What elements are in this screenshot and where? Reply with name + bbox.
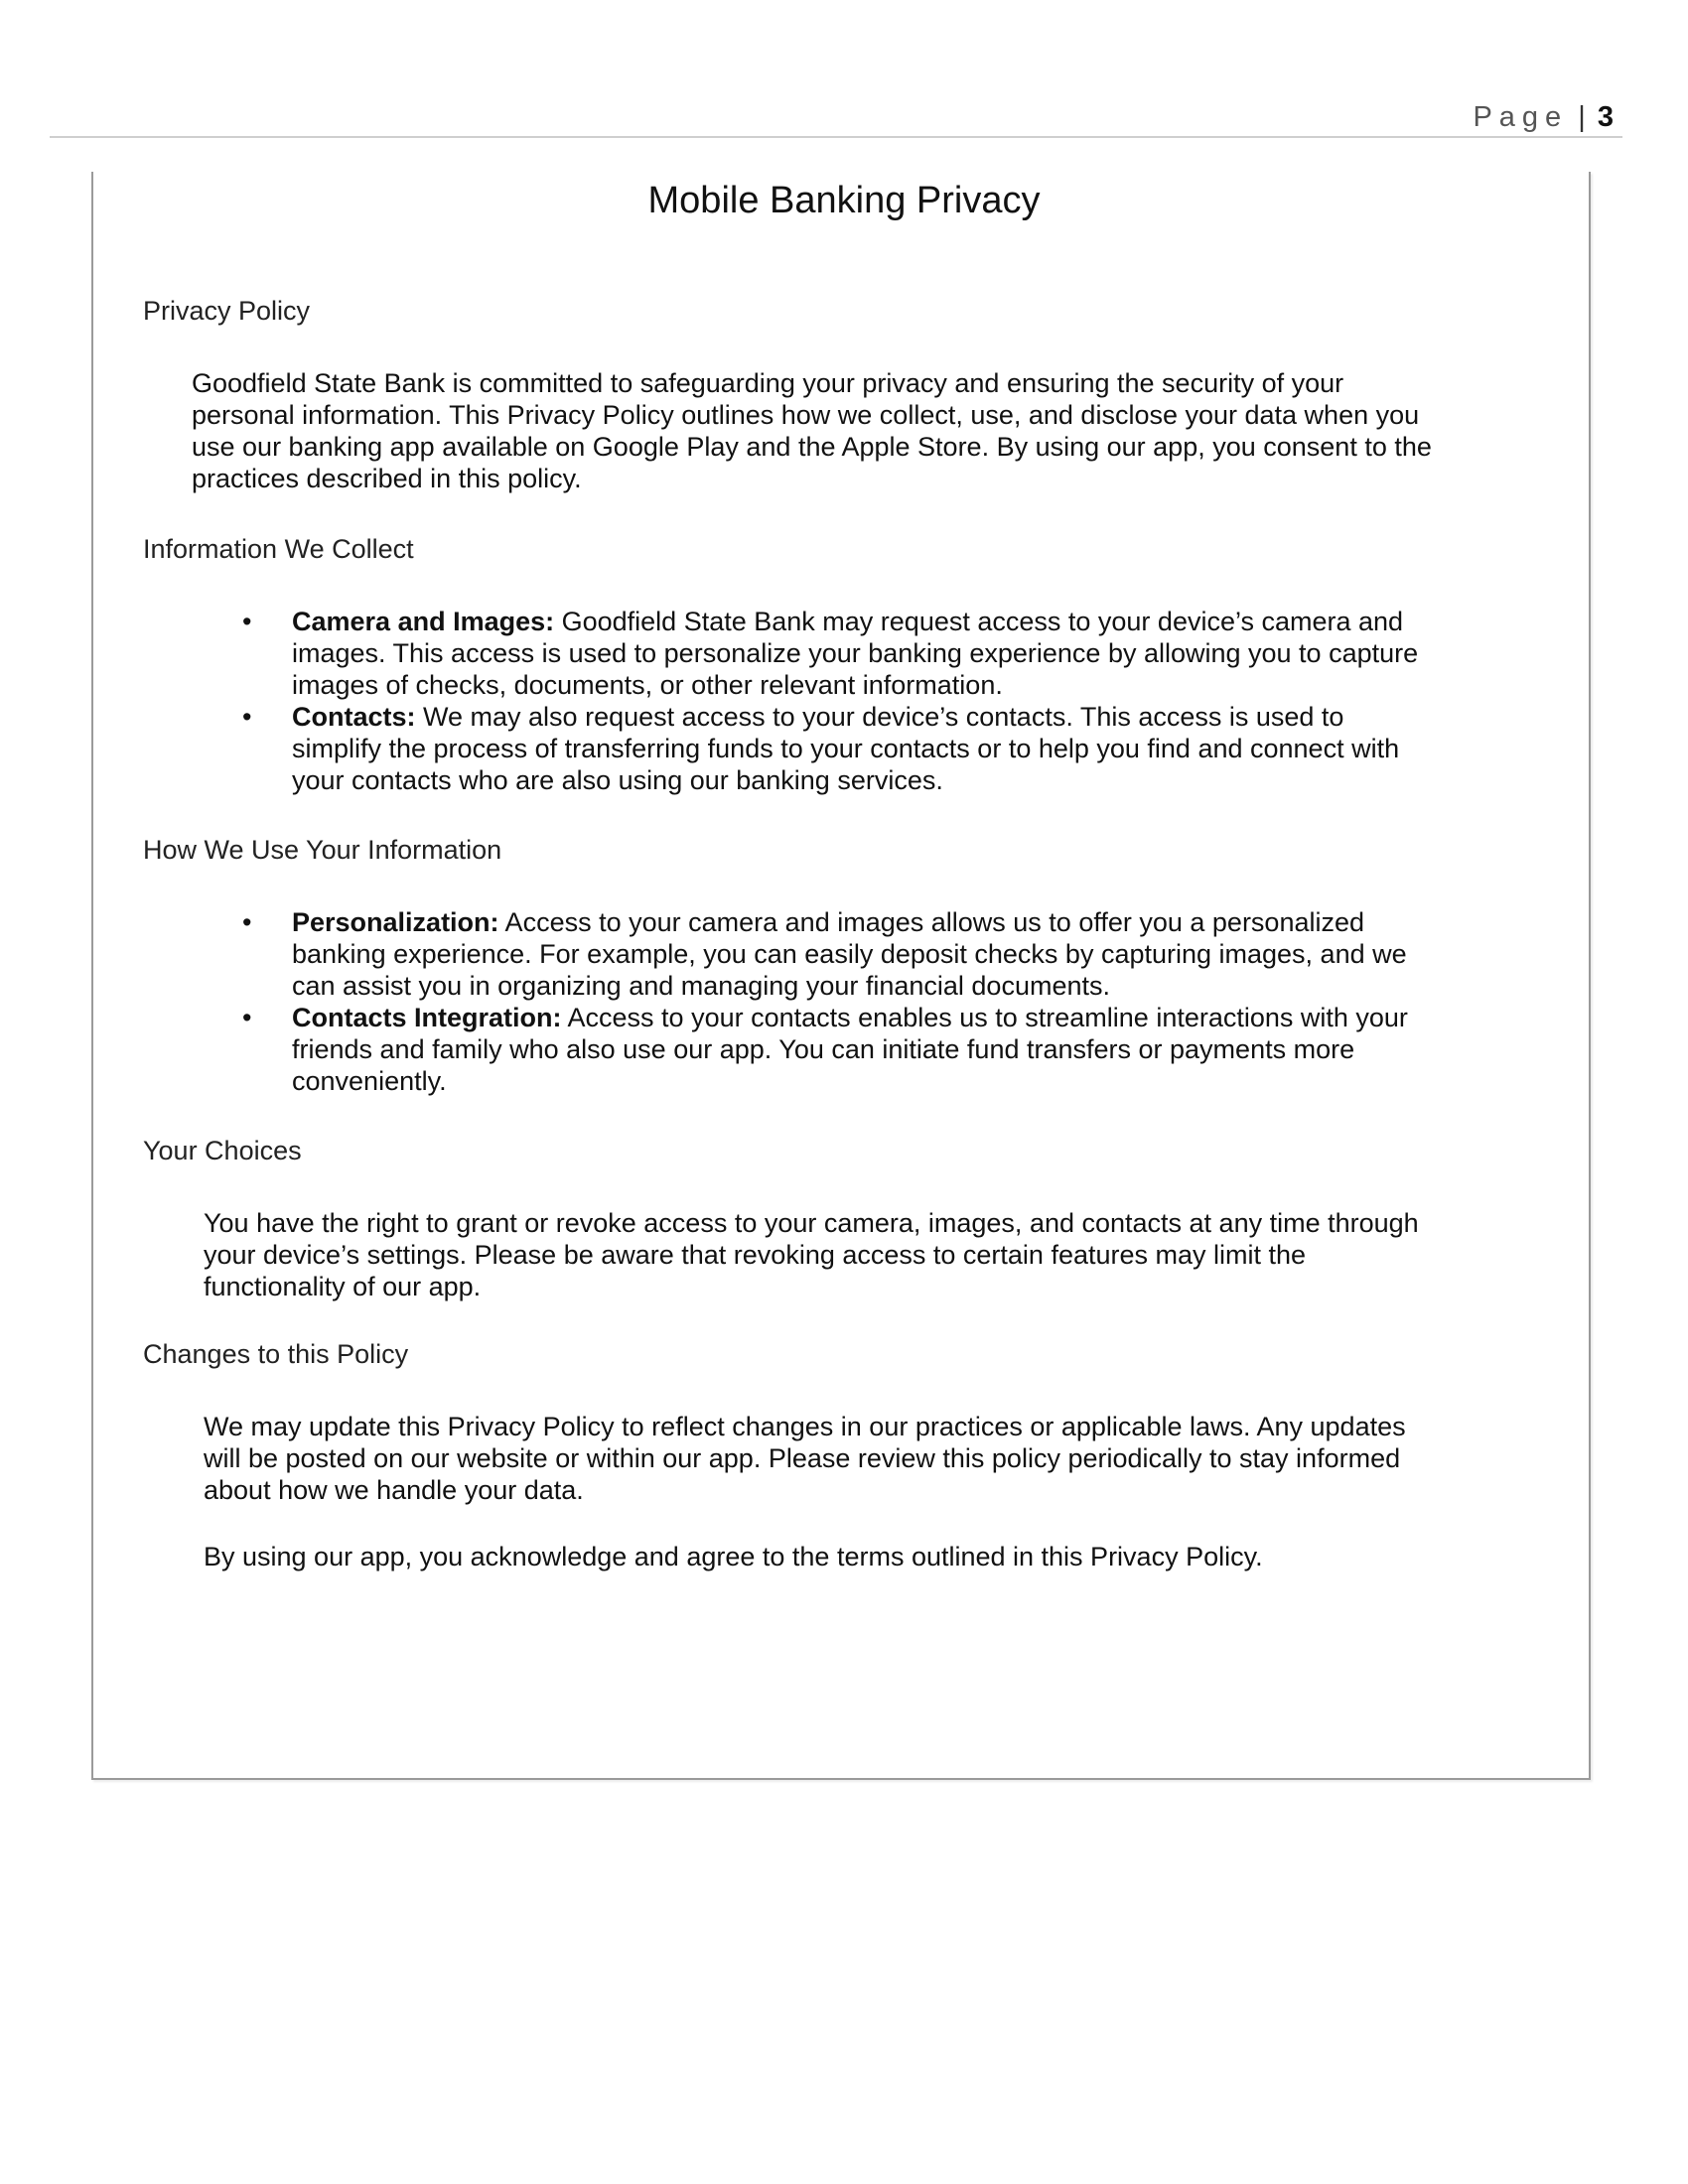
paragraph-line: personal information. This Privacy Policy outlines how we collect, use, and disclose your data when you — [192, 400, 1420, 430]
paragraph-line: We may update this Privacy Policy to reflect changes in our practices or applicable laws. Any updates — [204, 1412, 1406, 1441]
item-text: conveniently. — [292, 1066, 447, 1096]
item-text: banking experience. For example, you can easily deposit checks by capturing images, and we — [292, 939, 1407, 969]
bullet-icon: • — [242, 907, 252, 937]
bullet-icon: • — [242, 607, 252, 636]
information-collect-list — [236, 606, 1418, 796]
header-divider — [50, 136, 1622, 138]
heading-how-we-use: How We Use Your Information — [143, 835, 502, 865]
list-item-camera-images — [236, 606, 1418, 701]
bullet-icon: • — [242, 1003, 252, 1032]
paragraph-line: about how we handle your data. — [204, 1475, 584, 1505]
paragraph-line: You have the right to grant or revoke access to your camera, images, and contacts at any time through — [204, 1208, 1419, 1238]
information-use-list — [236, 906, 1408, 1097]
bullet-icon: • — [242, 702, 252, 732]
page-separator: | — [1578, 101, 1586, 133]
page-label: Page — [1473, 101, 1569, 133]
heading-changes-to-policy: Changes to this Policy — [143, 1339, 409, 1369]
item-text: simplify the process of transferring funds to your contacts or to help you find and connect with — [292, 734, 1400, 763]
item-text: your contacts who are also using our banking services. — [292, 765, 943, 795]
item-text: images of checks, documents, or other relevant information. — [292, 670, 1003, 700]
page-number-header — [1473, 99, 1614, 135]
privacy-policy-paragraph — [192, 367, 1432, 494]
heading-information-we-collect: Information We Collect — [143, 534, 414, 564]
item-text: images. This access is used to personalize your banking experience by allowing you to capture — [292, 638, 1419, 668]
document-title: Mobile Banking Privacy — [647, 180, 1041, 221]
item-text: Access to your camera and images allows us to offer you a personalized — [498, 907, 1365, 937]
item-label: Contacts Integration: — [292, 1003, 562, 1032]
list-item-contacts-integration — [236, 1002, 1408, 1097]
item-label: Contacts: — [292, 702, 416, 732]
item-label: Personalization: — [292, 907, 499, 937]
paragraph-line: functionality of our app. — [204, 1272, 482, 1301]
paragraph-line: will be posted on our website or within our app. Please review this policy periodically to stay informed — [204, 1443, 1401, 1473]
changes-paragraph — [204, 1411, 1406, 1506]
item-text: Access to your contacts enables us to streamline interactions with your — [561, 1003, 1408, 1032]
paragraph-line: Goodfield State Bank is committed to safeguarding your privacy and ensuring the security of your — [192, 368, 1344, 398]
list-item-contacts — [236, 701, 1418, 796]
item-text: We may also request access to your device’s contacts. This access is used to — [415, 702, 1344, 732]
heading-your-choices: Your Choices — [143, 1136, 302, 1165]
paragraph-line: practices described in this policy. — [192, 464, 582, 493]
closing-statement: By using our app, you acknowledge and agree to the terms outlined in this Privacy Policy. — [204, 1542, 1263, 1571]
list-item-personalization — [236, 906, 1408, 1002]
item-text: friends and family who also use our app. You can initiate fund transfers or payments more — [292, 1034, 1355, 1064]
paragraph-line: your device’s settings. Please be aware that revoking access to certain features may limit the — [204, 1240, 1307, 1270]
item-text: can assist you in organizing and managing your financial documents. — [292, 971, 1110, 1001]
item-label: Camera and Images: — [292, 607, 555, 636]
paragraph-line: use our banking app available on Google Play and the Apple Store. By using our app, you consent to the — [192, 432, 1432, 462]
your-choices-paragraph — [204, 1207, 1419, 1302]
heading-privacy-policy: Privacy Policy — [143, 296, 311, 326]
item-text: Goodfield State Bank may request access to your device’s camera and — [554, 607, 1404, 636]
page-number: 3 — [1597, 101, 1614, 133]
